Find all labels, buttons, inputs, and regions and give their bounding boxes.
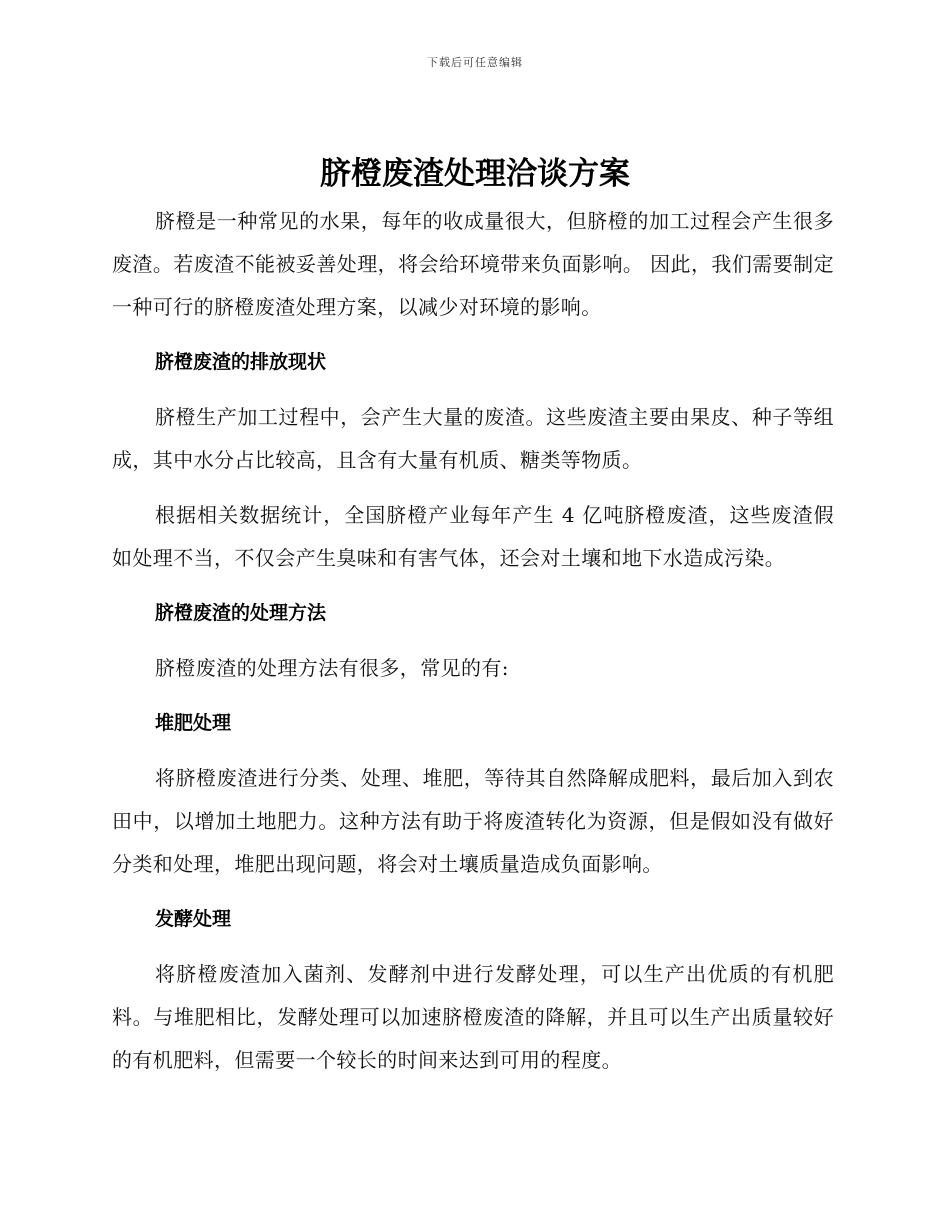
method-heading-fermentation: 发酵处理 xyxy=(155,908,232,930)
page-header-note: 下载后可任意编辑 xyxy=(427,56,523,69)
emission-paragraph-2: 根据相关数据统计，全国脐橙产业每年产生 4 亿吨脐橙废渣，这些废渣假如处理不当，不仅会产生臭味和有害气体，还会对土壤和地下水造成污染。 xyxy=(112,503,834,570)
fermentation-paragraph: 将脐橙废渣加入菌剂、发酵剂中进行发酵处理，可以生产出优质的有机肥料。与堆肥相比，发酵处理可以加速脐橙废渣的降解，并且可以生产出质量较好的有机肥料，但需要一个较长的时间来达到可用的程度。 xyxy=(112,962,834,1072)
section-heading-emission-status: 脐橙废渣的排放现状 xyxy=(155,351,327,373)
composting-paragraph: 将脐橙废渣进行分类、处理、堆肥，等待其自然降解成肥料，最后加入到农田中，以增加土地肥力。这种方法有助于将废渣转化为资源，但是假如没有做好分类和处理，堆肥出现问题，将会对土壤质量造成负面影响。 xyxy=(112,766,834,876)
section-heading-treatment-methods: 脐橙废渣的处理方法 xyxy=(155,602,327,624)
intro-paragraph: 脐橙是一种常见的水果，每年的收成量很大，但脐橙的加工过程会产生很多废渣。若废渣不能被妥善处理，将会给环境带来负面影响。 因此，我们需要制定一种可行的脐橙废渣处理方案，以减少对环境的影响。 xyxy=(112,209,834,319)
method-heading-composting: 堆肥处理 xyxy=(155,712,232,734)
document-title: 脐橙废渣处理洽谈方案 xyxy=(320,156,630,192)
emission-paragraph-1: 脐橙生产加工过程中，会产生大量的废渣。这些废渣主要由果皮、种子等组成，其中水分占比较高，且含有大量有机质、糖类等物质。 xyxy=(112,405,834,472)
document-body xyxy=(112,200,834,1094)
treatment-intro-paragraph: 脐橙废渣的处理方法有很多，常见的有: xyxy=(155,656,509,680)
